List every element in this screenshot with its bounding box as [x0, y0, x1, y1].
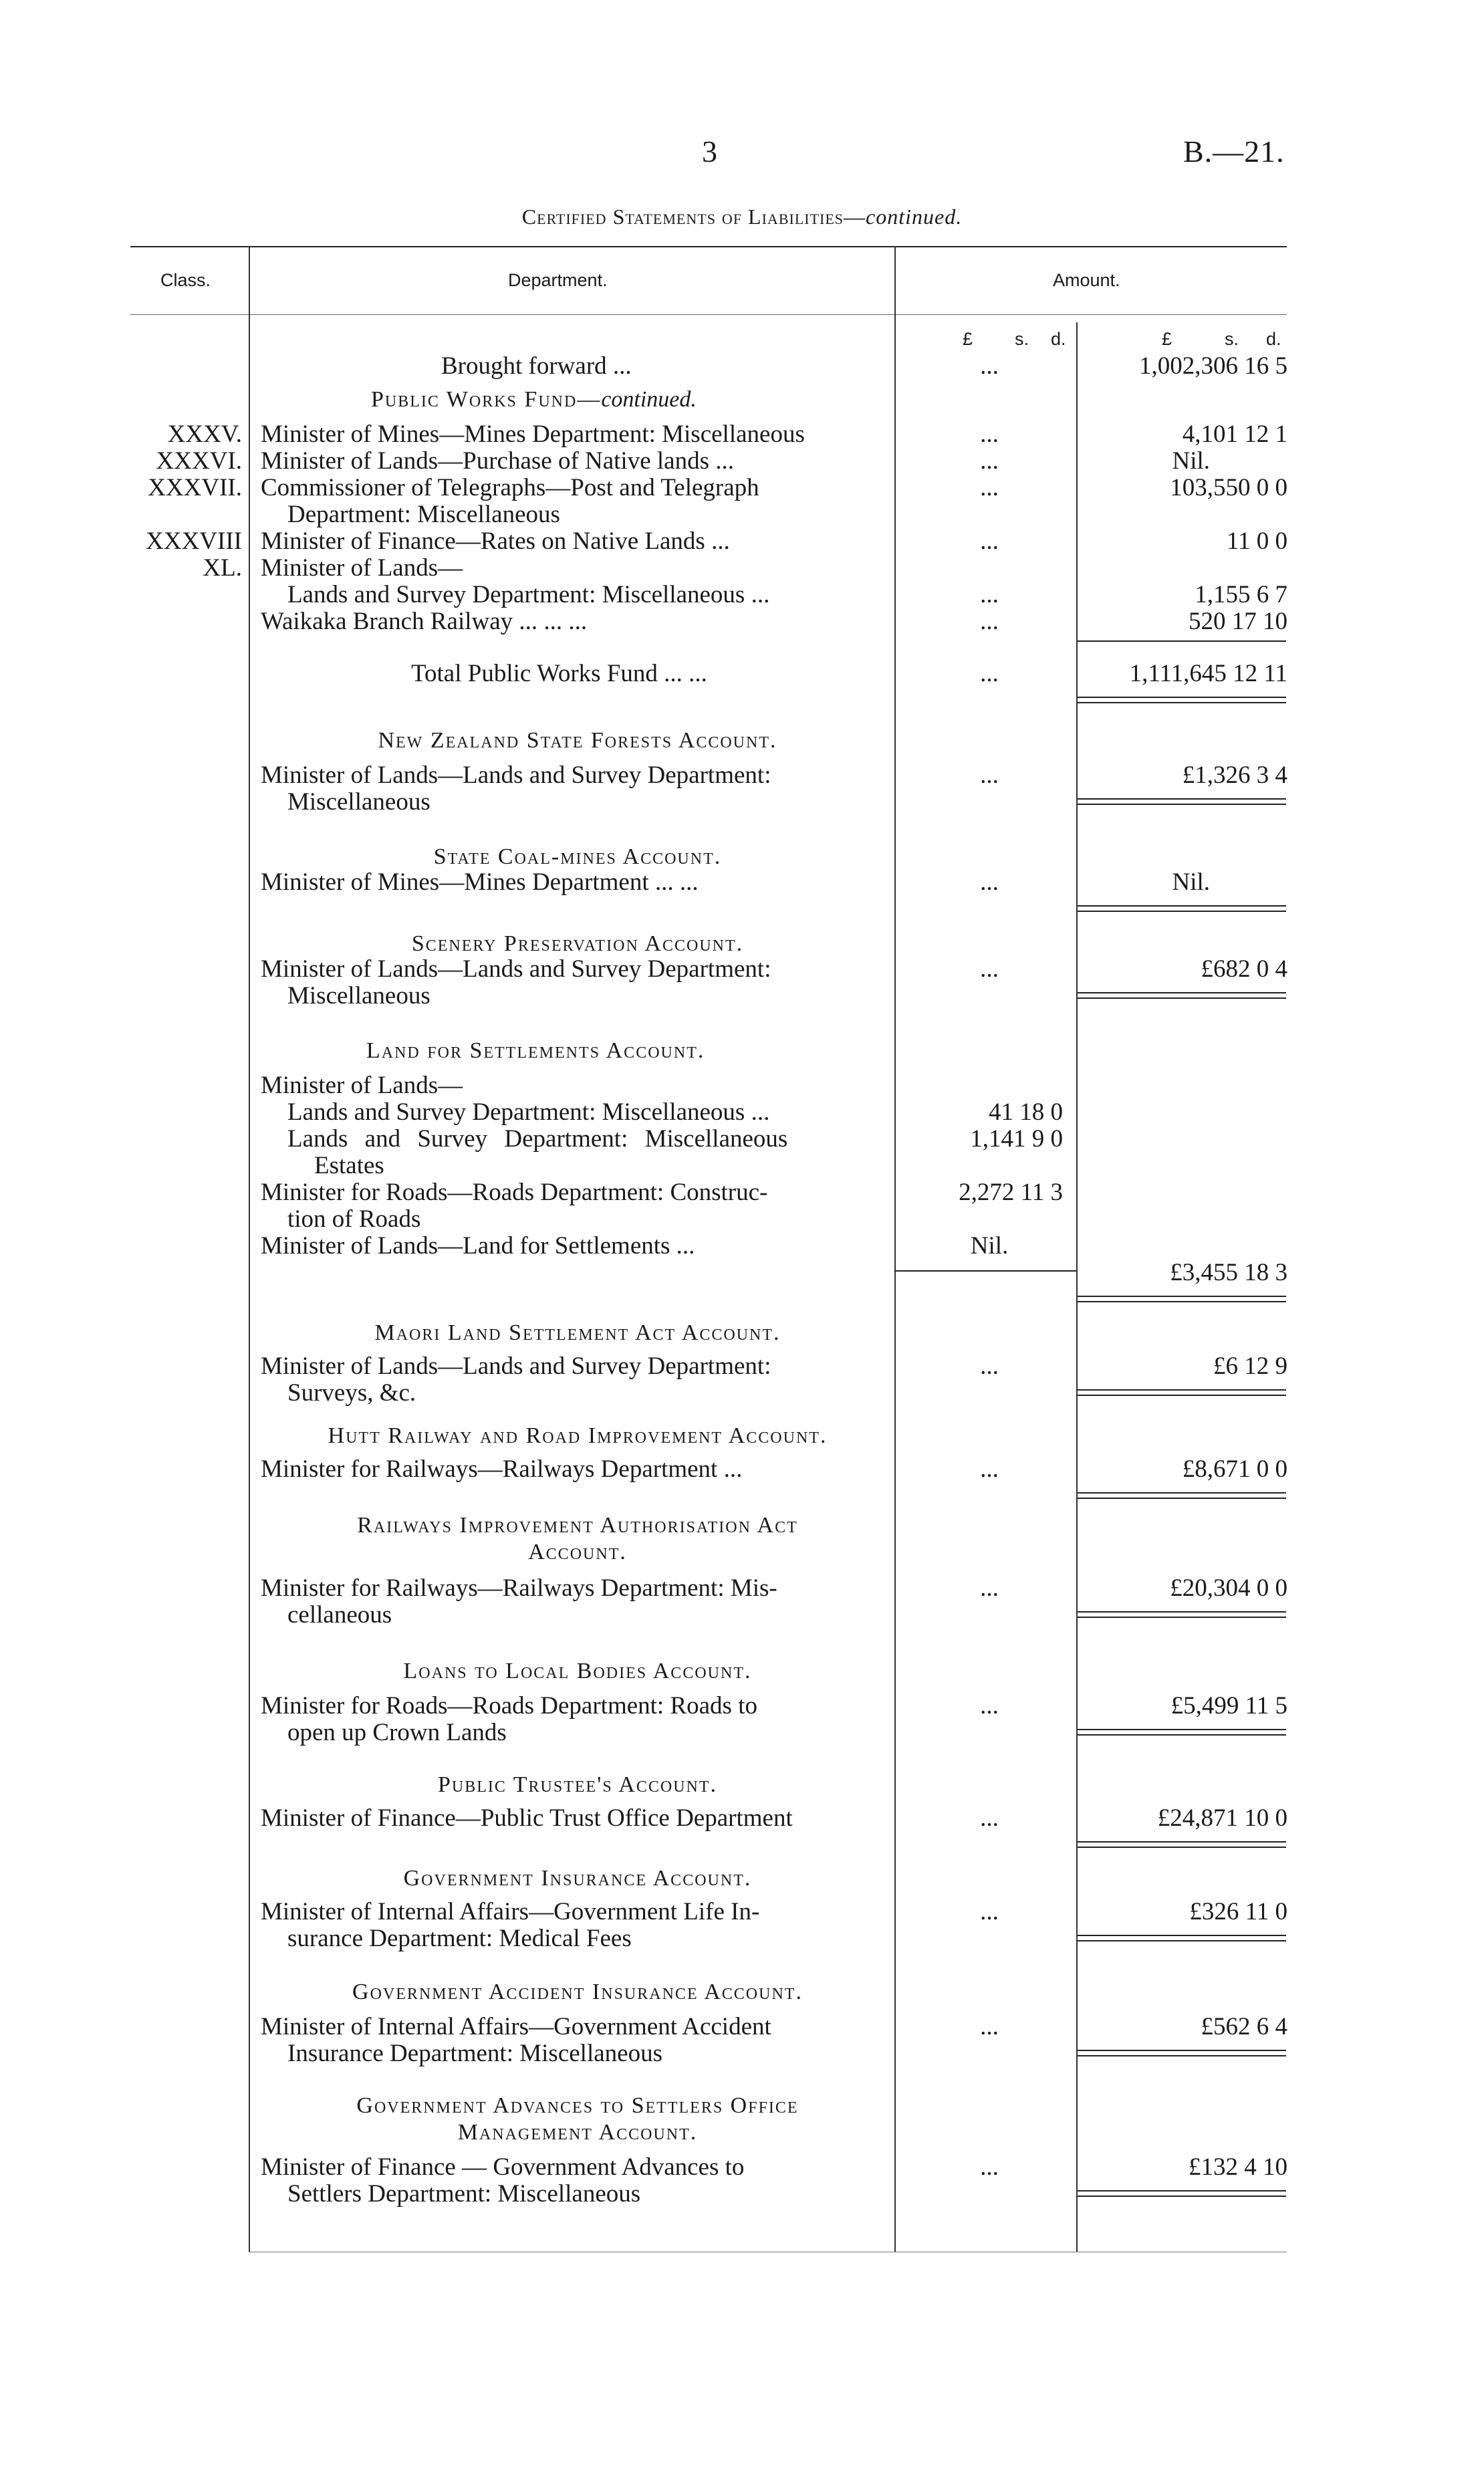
- pw-row-4-amount: 11 0 0: [1226, 527, 1287, 555]
- pw-row-3-amount: 103,550 0 0: [1170, 474, 1287, 501]
- pw-row-4-text: Minister of Finance—Rates on Native Lands ...: [261, 527, 730, 555]
- account-total-rule: [1078, 1940, 1286, 1941]
- pw-row-3-text: Commissioner of Telegraphs—Post and Telegraph: [261, 474, 759, 501]
- pw-row-7-text: Waikaka Branch Railway ... ... ...: [261, 608, 588, 635]
- ls-inner-rule: [896, 1270, 1076, 1272]
- brought-forward-inner: ...: [980, 352, 999, 380]
- class-xl: XL.: [203, 554, 242, 582]
- pw-row-4-inner: ...: [980, 527, 999, 555]
- pw-row-2-amount: Nil.: [1172, 447, 1210, 475]
- account-line-text-cont: Miscellaneous: [287, 788, 430, 816]
- account-inner-amount: ...: [980, 868, 999, 896]
- account-inner-amount: ...: [980, 1898, 999, 1925]
- account-inner-amount: ...: [980, 1352, 999, 1380]
- page-title: Certified Statements of Liabilities—continued.: [521, 205, 963, 229]
- account-line-text: Minister for Roads—Roads Department: Roads to: [261, 1692, 757, 1720]
- account-total-rule: [1078, 2190, 1286, 2192]
- account-line-text: Minister of Lands—Lands and Survey Department:: [261, 955, 771, 983]
- pw-total-amount: 1,111,645 12 11: [1129, 660, 1287, 687]
- ls-total-rule-2: [1078, 1301, 1286, 1302]
- account-line-text-cont: open up Crown Lands: [287, 1719, 507, 1746]
- account-total-rule: [1078, 905, 1286, 907]
- pw-subtotal-rule: [1078, 640, 1286, 642]
- account-total-rule: [1078, 1847, 1286, 1848]
- account-total-rule: [1078, 1492, 1286, 1494]
- unit-pound-outer: £: [1162, 329, 1172, 349]
- ls-row-3-text: Lands and Survey Department: Miscellaneous: [287, 1125, 788, 1153]
- pw-row-3-inner: ...: [980, 474, 999, 501]
- class-xxxv: XXXV.: [167, 421, 242, 448]
- pw-row-5-text: Minister of Lands—: [261, 554, 463, 582]
- account-line-text: Minister for Railways—Railways Department: Mis-: [261, 1574, 777, 1602]
- account-line-text: Minister of Lands—Lands and Survey Department:: [261, 1352, 771, 1380]
- account-heading: Loans to Local Bodies Account.: [403, 1659, 752, 1683]
- page-number: 3: [702, 134, 717, 168]
- class-column-divider: [249, 246, 250, 2252]
- account-amount: £6 12 9: [1213, 1352, 1287, 1380]
- account-amount: Nil.: [1172, 868, 1210, 896]
- account-amount: £682 0 4: [1201, 955, 1287, 983]
- account-line-text: Minister of Mines—Mines Department ... ...: [261, 868, 699, 896]
- account-line-text: Minister of Internal Affairs—Government Accident: [261, 2013, 771, 2040]
- unit-pound-inner: £: [963, 329, 973, 349]
- ls-row-4-text: Minister for Roads—Roads Department: Construc-: [261, 1179, 768, 1206]
- account-amount: £326 11 0: [1189, 1898, 1287, 1925]
- account-amount: £20,304 0 0: [1170, 1574, 1287, 1602]
- account-total-rule: [1078, 1734, 1286, 1736]
- ls-total-rule-1: [1078, 1296, 1286, 1297]
- account-heading: Scenery Preservation Account.: [411, 931, 744, 956]
- account-total-rule: [1078, 2196, 1286, 2197]
- account-total-rule: [1078, 1729, 1286, 1730]
- unit-shilling-outer: s.: [1225, 329, 1239, 349]
- account-inner-amount: ...: [980, 1692, 999, 1720]
- ls-row-1-text: Minister of Lands—: [261, 1072, 463, 1099]
- account-heading: Government Advances to Settlers Office: [356, 2093, 799, 2118]
- account-heading-cont: Account.: [528, 1540, 627, 1564]
- pw-row-1-text: Minister of Mines—Mines Department: Miscellaneous: [261, 421, 805, 448]
- column-header-amount: Amount.: [1053, 270, 1120, 290]
- unit-shilling-inner: s.: [1015, 329, 1029, 349]
- account-inner-amount: ...: [980, 1804, 999, 1832]
- account-total-rule: [1078, 1617, 1286, 1618]
- account-total-rule: [1078, 804, 1286, 805]
- account-inner-amount: ...: [980, 1574, 999, 1602]
- account-total-rule: [1078, 1611, 1286, 1613]
- account-line-text-cont: cellaneous: [287, 1601, 392, 1629]
- table-top-rule: [130, 246, 1287, 247]
- account-line-text-cont: surance Department: Medical Fees: [287, 1925, 632, 1952]
- account-line-text-cont: Settlers Department: Miscellaneous: [287, 2180, 641, 2208]
- account-total-rule: [1078, 911, 1286, 912]
- ls-total-amount: £3,455 18 3: [1170, 1259, 1287, 1286]
- public-works-heading: Public Works Fund—continued.: [371, 387, 697, 412]
- account-total-rule: [1078, 997, 1286, 999]
- account-amount: £8,671 0 0: [1182, 1455, 1287, 1483]
- account-amount: £1,326 3 4: [1182, 761, 1287, 789]
- account-inner-amount: ...: [980, 2153, 999, 2181]
- account-heading: Maori Land Settlement Act Account.: [374, 1320, 781, 1345]
- pw-row-2-inner: ...: [980, 447, 999, 475]
- ls-row-4-text-cont: tion of Roads: [287, 1205, 421, 1233]
- account-total-rule: [1078, 1935, 1286, 1936]
- pw-row-6-amount: 1,155 6 7: [1195, 581, 1287, 608]
- account-inner-amount: ...: [980, 1455, 999, 1483]
- brought-forward-total: 1,002,306 16 5: [1139, 352, 1287, 380]
- account-heading: Hutt Railway and Road Improvement Account.: [328, 1423, 828, 1448]
- pw-row-7-inner: ...: [980, 608, 999, 635]
- column-header-department: Department.: [508, 270, 608, 290]
- pw-row-1-amount: 4,101 12 1: [1182, 421, 1287, 448]
- account-total-rule: [1078, 2050, 1286, 2051]
- pw-row-1-inner: ...: [980, 421, 999, 448]
- account-amount: £132 4 10: [1189, 2153, 1287, 2181]
- account-line-text: Minister of Internal Affairs—Government Life In-: [261, 1898, 760, 1925]
- ls-row-4-inner: 2,272 11 3: [959, 1179, 1063, 1206]
- account-heading: State Coal-mines Account.: [433, 844, 722, 869]
- account-inner-amount: ...: [980, 2013, 999, 2040]
- account-line-text-cont: Insurance Department: Miscellaneous: [287, 2040, 662, 2067]
- brought-forward-label: Brought forward ...: [441, 352, 632, 380]
- document-reference: B.—21.: [1183, 134, 1285, 168]
- account-total-rule: [1078, 992, 1286, 993]
- unit-pence-inner: d.: [1051, 329, 1066, 349]
- account-amount: £5,499 11 5: [1170, 1692, 1287, 1720]
- pw-total-rule-2: [1078, 702, 1286, 703]
- account-inner-amount: ...: [980, 761, 999, 789]
- account-total-rule: [1078, 1389, 1286, 1391]
- account-line-text: Minister of Finance—Public Trust Office Department: [261, 1804, 793, 1832]
- account-total-rule: [1078, 1841, 1286, 1843]
- ls-row-3-text-cont: Estates: [314, 1152, 384, 1179]
- pw-total-label: Total Public Works Fund ... ...: [411, 660, 707, 687]
- pw-row-6-inner: ...: [980, 581, 999, 608]
- ls-row-5-text: Minister of Lands—Land for Settlements ...: [261, 1232, 695, 1260]
- pw-row-7-amount: 520 17 10: [1189, 608, 1287, 635]
- class-xxxviii: XXXVIII: [146, 527, 242, 555]
- account-line-text-cont: Surveys, &c.: [287, 1379, 416, 1407]
- account-total-rule: [1078, 1395, 1286, 1396]
- account-line-text: Minister of Lands—Lands and Survey Department:: [261, 761, 771, 789]
- account-total-rule: [1078, 798, 1286, 800]
- account-amount: £24,871 10 0: [1157, 1804, 1287, 1832]
- ls-row-5-inner: Nil.: [970, 1232, 1009, 1260]
- class-xxxvi: XXXVI.: [156, 447, 242, 475]
- account-heading: Government Accident Insurance Account.: [352, 1980, 803, 2004]
- pw-row-3-text-cont: Department: Miscellaneous: [287, 501, 560, 528]
- account-line-text: Minister for Railways—Railways Department ...: [261, 1455, 743, 1483]
- account-line-text: Minister of Finance — Government Advances to: [261, 2153, 745, 2181]
- column-header-class: Class.: [160, 270, 211, 290]
- account-inner-amount: ...: [980, 955, 999, 983]
- ls-row-2-inner: 41 18 0: [989, 1098, 1063, 1126]
- account-line-text-cont: Miscellaneous: [287, 982, 430, 1010]
- ls-row-2-text: Lands and Survey Department: Miscellaneous ...: [287, 1098, 770, 1126]
- unit-pence-outer: d.: [1266, 329, 1281, 349]
- account-heading: Government Insurance Account.: [403, 1866, 752, 1891]
- pw-row-2-text: Minister of Lands—Purchase of Native lands ...: [261, 447, 734, 475]
- pw-total-rule-1: [1078, 697, 1286, 698]
- ls-row-3-inner: 1,141 9 0: [970, 1125, 1063, 1153]
- account-total-rule: [1078, 2055, 1286, 2056]
- header-bottom-rule: [130, 314, 1287, 315]
- class-xxxvii: XXXVII.: [148, 474, 242, 501]
- account-heading-cont: Management Account.: [457, 2120, 698, 2145]
- account-heading: New Zealand State Forests Account.: [378, 728, 777, 753]
- pw-row-6-text: Lands and Survey Department: Miscellaneous ...: [287, 581, 770, 608]
- account-amount: £562 6 4: [1201, 2013, 1287, 2040]
- pw-total-inner: ...: [980, 660, 999, 687]
- account-heading: Railways Improvement Authorisation Act: [357, 1513, 798, 1538]
- land-settlements-heading: Land for Settlements Account.: [366, 1038, 705, 1063]
- account-total-rule: [1078, 1498, 1286, 1499]
- account-heading: Public Trustee's Account.: [437, 1772, 718, 1797]
- department-column-divider: [894, 246, 896, 2252]
